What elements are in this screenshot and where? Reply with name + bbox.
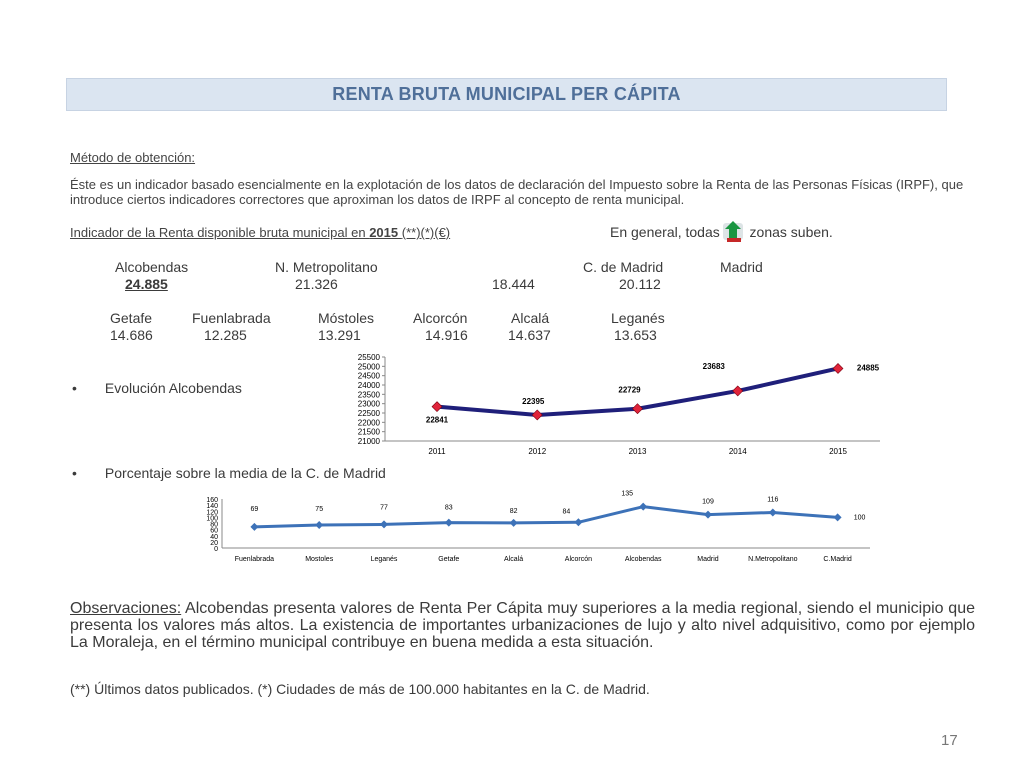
y-tick-label: 20 xyxy=(210,539,218,547)
data-point xyxy=(639,503,647,511)
data-label: 69 xyxy=(250,505,259,513)
data-label: 24885 xyxy=(856,363,880,373)
x-tick-label: C.Madrid xyxy=(823,556,852,563)
data-label: 83 xyxy=(444,504,453,512)
x-tick-label: N.Metropolitano xyxy=(748,556,798,563)
y-tick-label: 40 xyxy=(210,533,218,541)
up-arrow-icon xyxy=(719,220,749,244)
observations-text: Alcobendas presenta valores de Renta Per Cápita muy superiores a la media regional, siendo el municipio que presenta los valores más altos. La existencia de importantes urbanizaciones de lujo y alto nivel adquisitivo, como por ejemplo La Moraleja, en el término municipal contribuye en buena medida a esta situación. xyxy=(70,600,975,651)
data-point xyxy=(704,511,712,519)
data-label: 116 xyxy=(767,496,779,504)
data-point xyxy=(315,521,323,529)
data-point xyxy=(574,518,582,526)
row1-value-alcobendas: 24.885 xyxy=(125,276,168,292)
data-point xyxy=(250,523,258,531)
x-tick-label: Leganés xyxy=(370,556,398,563)
row1-name-cmadrid: C. de Madrid xyxy=(583,259,664,275)
x-tick-label: Alcorcón xyxy=(564,556,593,563)
row1-value-madrid: 20.112 xyxy=(619,276,661,292)
data-label: 135 xyxy=(621,490,634,498)
bullet-evolucion xyxy=(72,380,242,396)
y-tick-label: 25500 xyxy=(357,353,380,362)
row2-name-alcala: Alcalá xyxy=(511,310,550,326)
percentage-chart xyxy=(195,486,885,568)
row2-name-alcorcon: Alcorcón xyxy=(413,310,468,326)
method-description: Éste es un indicador basado esencialmente en la explotación de los datos de declaración del Impuesto sobre la Renta de las Personas Físicas (IRPF), que introduce ciertos indicadores correctores que aproximan los datos de IRPF al concepto de renta municipal. xyxy=(70,177,964,207)
x-tick-label: 2012 xyxy=(528,447,547,456)
x-tick-label: 2015 xyxy=(829,447,847,456)
data-point xyxy=(833,363,843,373)
y-tick-label: 120 xyxy=(206,509,218,517)
y-tick-label: 23000 xyxy=(357,399,380,409)
row2-value-leganes: 13.653 xyxy=(614,327,657,343)
y-tick-label: 24500 xyxy=(357,371,380,381)
y-tick-label: 23500 xyxy=(357,390,380,400)
page-number: 17 xyxy=(941,732,958,749)
data-label: 22729 xyxy=(618,385,641,395)
row2-value-getafe: 14.686 xyxy=(110,327,153,343)
bullet-evolucion-text: Evolución Alcobendas xyxy=(104,380,242,396)
y-tick-label: 160 xyxy=(206,497,218,504)
x-tick-label: Mostoles xyxy=(305,556,334,563)
bullet-porcentaje xyxy=(72,465,386,481)
data-point xyxy=(834,513,842,521)
row2-name-mostoles: Móstoles xyxy=(318,310,375,326)
data-point xyxy=(532,410,542,420)
indicator-year: 2015 xyxy=(369,225,402,240)
method-label: Método de obtención: xyxy=(70,150,196,165)
y-tick-label: 21500 xyxy=(357,427,380,437)
x-tick-label: Fuenlabrada xyxy=(234,556,275,563)
bullet-porcentaje-text: Porcentaje sobre la media de la C. de Madrid xyxy=(104,465,386,481)
x-tick-label: Getafe xyxy=(438,556,460,563)
row2-value-fuenlabrada: 12.285 xyxy=(204,327,247,343)
row2-name-leganes: Leganés xyxy=(611,310,665,326)
row2-value-alcorcon: 14.916 xyxy=(425,327,468,343)
indicator-note-end: zonas suben. xyxy=(749,224,833,240)
x-tick-label: Madrid xyxy=(697,556,719,563)
data-label: 100 xyxy=(853,514,866,522)
slide-title: RENTA BRUTA MUNICIPAL PER CÁPITA xyxy=(332,84,681,104)
data-point xyxy=(380,520,388,528)
y-tick-label: 22500 xyxy=(357,409,380,418)
y-tick-label: 21000 xyxy=(357,437,380,446)
y-tick-label: 100 xyxy=(206,515,218,523)
bullet-dot: • xyxy=(72,380,77,396)
y-tick-label: 60 xyxy=(210,527,218,535)
data-point xyxy=(510,519,518,527)
row1-name-alcobendas: Alcobendas xyxy=(115,259,189,275)
data-point xyxy=(769,508,777,516)
row1-value-nmetropolitano: 21.326 xyxy=(295,276,338,292)
observations-label: Observaciones: xyxy=(70,600,182,617)
row2-value-alcala: 14.637 xyxy=(508,327,551,343)
x-tick-label: Alcobendas xyxy=(624,556,662,563)
title-bar xyxy=(66,78,947,111)
data-label: 75 xyxy=(315,506,324,514)
data-point xyxy=(432,402,442,412)
y-tick-label: 80 xyxy=(210,521,218,529)
indicator-suffix: (**)(*)(€) xyxy=(401,225,451,240)
data-label: 84 xyxy=(562,508,571,516)
y-tick-label: 0 xyxy=(214,546,218,553)
data-label: 77 xyxy=(380,504,388,512)
data-label: 22395 xyxy=(522,396,545,406)
x-tick-label: 2011 xyxy=(428,447,446,456)
row1-value-cmadrid: 18.444 xyxy=(492,276,535,292)
row1-name-madrid: Madrid xyxy=(720,259,763,275)
footnote: (**) Últimos datos publicados. (*) Ciudades de más de 100.000 habitantes en la C. de Madrid. xyxy=(70,681,650,697)
row2-value-mostoles: 13.291 xyxy=(318,327,361,343)
y-tick-label: 24000 xyxy=(357,381,380,390)
data-point xyxy=(445,519,453,527)
row2-name-getafe: Getafe xyxy=(110,310,153,326)
indicator-prefix: Indicador de la Renta disponible bruta municipal en xyxy=(70,225,370,240)
data-point xyxy=(633,404,643,414)
x-tick-label: Alcalá xyxy=(504,556,524,563)
y-tick-label: 140 xyxy=(206,503,218,511)
observations xyxy=(70,600,975,651)
row1-name-nmetropolitano: N. Metropolitano xyxy=(275,259,378,275)
data-label: 22841 xyxy=(425,415,449,425)
y-tick-label: 25000 xyxy=(357,362,380,372)
x-tick-label: 2013 xyxy=(628,447,647,456)
data-label: 23683 xyxy=(702,361,725,371)
bullet-dot: • xyxy=(72,465,77,481)
data-label: 109 xyxy=(702,498,714,506)
row2-name-fuenlabrada: Fuenlabrada xyxy=(192,310,271,326)
indicator-note-start: En general, todas xyxy=(610,224,720,240)
data-label: 82 xyxy=(509,507,518,515)
evolution-chart xyxy=(340,350,890,460)
indicator-label xyxy=(70,225,450,240)
x-tick-label: 2014 xyxy=(728,447,747,456)
data-point xyxy=(733,386,743,396)
y-tick-label: 22000 xyxy=(357,418,380,428)
